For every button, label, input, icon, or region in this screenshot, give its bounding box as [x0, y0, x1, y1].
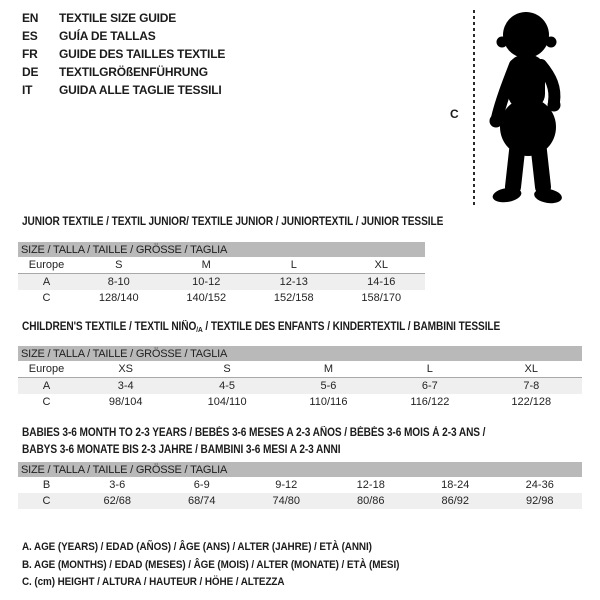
- language-code: ES: [22, 29, 38, 43]
- row-label-cell: B: [42, 479, 51, 491]
- size-cell: L: [426, 363, 433, 375]
- size-cell: 152/158: [273, 292, 314, 304]
- size-header-band: SIZE / TALLA / TAILLE / GRÖSSE / TAGLIA: [18, 462, 582, 477]
- size-cell: 116/122: [410, 396, 450, 408]
- size-cell: L: [290, 259, 297, 271]
- size-cell: 3-4: [75, 378, 176, 395]
- size-cell: 98/104: [108, 396, 143, 408]
- language-code: IT: [22, 83, 33, 97]
- row-label-cell: Europe: [28, 259, 65, 271]
- language-row-en: [22, 9, 225, 27]
- note-line-c: C. (cm) HEIGHT / ALTURA / HAUTEUR / HÖHE / ALTEZZA: [22, 576, 285, 588]
- table-row: [18, 378, 582, 395]
- table-row: [18, 274, 425, 291]
- size-cell: 80/86: [329, 493, 414, 509]
- table-row: [18, 361, 582, 378]
- language-title: GUIDE DES TAILLES TEXTILE: [59, 47, 226, 61]
- size-header-row: [18, 462, 582, 477]
- language-row-it: [22, 81, 225, 99]
- size-cell: 8-10: [75, 274, 163, 291]
- size-cell: 24-36: [525, 479, 554, 491]
- row-label-cell: C: [42, 292, 51, 304]
- height-measure-label: C: [450, 107, 459, 121]
- junior-size-table: [18, 242, 425, 306]
- language-title: TEXTILGRÖßENFÜHRUNG: [59, 65, 208, 79]
- table-row: [18, 394, 582, 410]
- size-cell: 140/152: [186, 292, 227, 304]
- size-cell: 68/74: [160, 493, 245, 509]
- table-row: [18, 257, 425, 274]
- size-cell: 5-6: [278, 378, 379, 395]
- size-cell: 12-18: [356, 479, 385, 491]
- table-row: [18, 290, 425, 306]
- size-cell: 9-12: [275, 479, 298, 491]
- size-cell: 86/92: [413, 493, 498, 509]
- junior-section-heading: JUNIOR TEXTILE / TEXTIL JUNIOR/ TEXTILE JUNIOR / JUNIORTEXTIL / JUNIOR TESSILE: [22, 216, 444, 228]
- language-code: EN: [22, 11, 39, 25]
- size-header-row: [18, 242, 425, 257]
- babies-size-table: [18, 462, 582, 509]
- row-label-cell: Europe: [28, 363, 65, 375]
- language-list: [22, 9, 225, 99]
- children-heading-pre: CHILDREN'S TEXTILE / TEXTIL NIÑO: [22, 321, 197, 333]
- table-row: [18, 477, 582, 493]
- size-cell: 10-12: [163, 274, 251, 291]
- size-cell: 18-24: [441, 479, 470, 491]
- size-cell: 122/128: [511, 396, 552, 408]
- size-header-row: [18, 346, 582, 361]
- babies-heading-line1: BABIES 3-6 MONTH TO 2-3 YEARS / BEBÉS 3-6 MESES A 2-3 AÑOS / BÉBÉS 3-6 MOIS À 2-3 ANS /: [22, 427, 486, 439]
- language-row-es: [22, 27, 225, 45]
- note-line-b: B. AGE (MONTHS) / EDAD (MESES) / ÂGE (MOIS) / ALTER (MONATE) / ETÀ (MESI): [22, 558, 400, 571]
- size-cell: 158/170: [361, 292, 402, 304]
- babies-heading-line2: BABYS 3-6 MONATE BIS 2-3 JAHRE / BAMBINI 3-6 MESI A 2-3 ANNI: [22, 443, 341, 456]
- baby-silhouette-icon: [485, 9, 570, 207]
- language-title: GUIDA ALLE TAGLIE TESSILI: [59, 83, 222, 97]
- row-label-cell: C: [42, 396, 51, 408]
- size-cell: XS: [118, 363, 134, 375]
- language-row-fr: [22, 45, 225, 63]
- table-row: [18, 493, 582, 509]
- size-cell: 74/80: [244, 493, 329, 509]
- size-cell: 4-5: [176, 378, 277, 395]
- row-label-cell: C: [18, 493, 75, 509]
- row-label-cell: A: [18, 274, 75, 291]
- size-cell: S: [223, 363, 231, 375]
- size-cell: 92/98: [498, 493, 583, 509]
- size-cell: 6-7: [379, 378, 480, 395]
- size-cell: 128/140: [98, 292, 139, 304]
- note-line-a: A. AGE (YEARS) / EDAD (AÑOS) / ÂGE (ANS) / ALTER (JAHRE) / ETÀ (ANNI): [22, 541, 372, 553]
- children-section-heading: [22, 321, 500, 334]
- height-measure-dashed-line: [473, 10, 475, 207]
- language-row-de: [22, 63, 225, 81]
- children-heading-subscript: /A: [196, 325, 203, 334]
- size-cell: M: [323, 363, 334, 375]
- language-code: DE: [22, 65, 39, 79]
- language-title: TEXTILE SIZE GUIDE: [59, 11, 177, 25]
- babies-section-heading: [22, 425, 485, 458]
- size-header-band: SIZE / TALLA / TAILLE / GRÖSSE / TAGLIA: [18, 242, 425, 257]
- size-cell: 104/110: [207, 396, 247, 408]
- legend-notes: [22, 539, 399, 592]
- size-cell: M: [201, 259, 211, 271]
- row-label-cell: A: [18, 378, 75, 395]
- size-cell: 62/68: [75, 493, 160, 509]
- size-cell: 110/116: [309, 396, 348, 408]
- size-header-band: SIZE / TALLA / TAILLE / GRÖSSE / TAGLIA: [18, 346, 582, 361]
- size-cell: XL: [524, 363, 539, 375]
- language-code: FR: [22, 47, 38, 61]
- size-cell: 12-13: [250, 274, 338, 291]
- size-cell: 3-6: [109, 479, 126, 491]
- language-title: GUÍA DE TALLAS: [59, 29, 156, 43]
- size-cell: 6-9: [193, 479, 210, 491]
- children-heading-post: / TEXTILE DES ENFANTS / KINDERTEXTIL / BAMBINI TESSILE: [202, 321, 501, 333]
- size-cell: 14-16: [338, 274, 426, 291]
- size-cell: XL: [374, 259, 388, 271]
- size-cell: 7-8: [481, 378, 582, 395]
- size-cell: S: [115, 259, 123, 271]
- children-size-table: [18, 346, 582, 410]
